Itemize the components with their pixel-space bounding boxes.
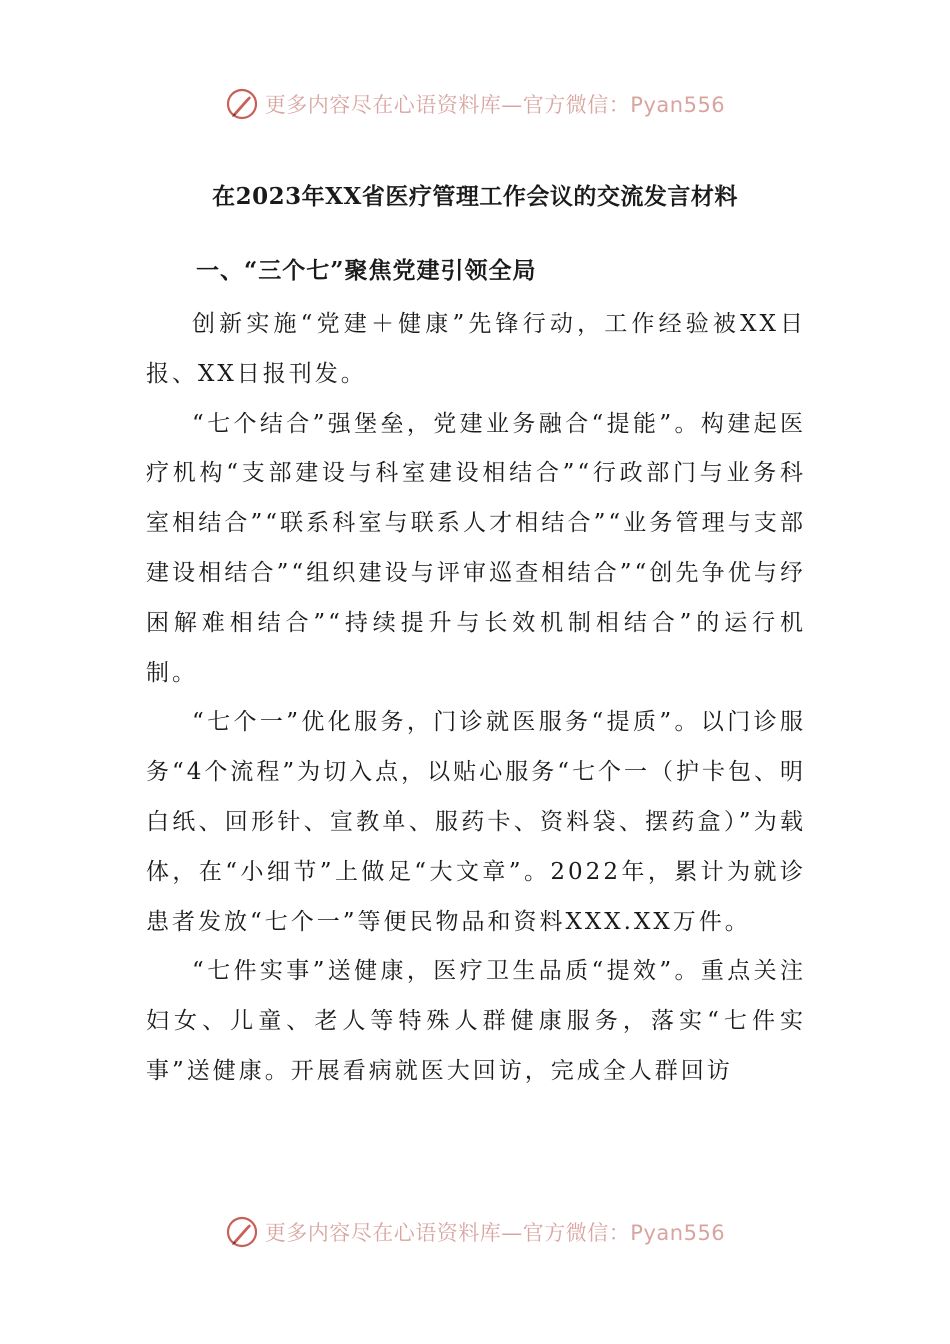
paragraph: “七件实事”送健康，医疗卫生品质“提效”。重点关注妇女、儿童、老人等特殊人群健康服务，落实“七件实事”送健康。开展看病就医大回访，完成全人群回访 bbox=[146, 958, 806, 1084]
document-body bbox=[146, 300, 806, 1097]
section-heading: 一、“三个七”聚焦党建引领全局 bbox=[196, 257, 537, 284]
watermark-text: 更多内容尽在心语资料库—官方微信：Pyan556 bbox=[264, 93, 726, 117]
paragraph: “七个结合”强堡垒，党建业务融合“提能”。构建起医疗机构“支部建设与科室建设相结合”“行政部门与业务科室相结合”“联系科室与联系人才相结合”“业务管理与支部建设相结合”“组织建设与评审巡查相结合”“创先争优与纾困解难相结合”“持续提升与长效机制相结合”的运行机制。 bbox=[146, 410, 806, 686]
paragraph: 创新实施“党建＋健康”先锋行动，工作经验被XX日报、XX日报刊发。 bbox=[146, 311, 806, 387]
watermark-header bbox=[0, 84, 950, 124]
document-title: 在2023年XX省医疗管理工作会议的交流发言材料 bbox=[212, 183, 738, 210]
quill-pen-logo-icon bbox=[225, 1215, 259, 1249]
watermark-text: 更多内容尽在心语资料库—官方微信：Pyan556 bbox=[264, 1221, 726, 1245]
quill-pen-logo-icon bbox=[225, 87, 259, 121]
paragraph: “七个一”优化服务，门诊就医服务“提质”。以门诊服务“4个流程”为切入点，以贴心服务“七个一（护卡包、明白纸、回形针、宣教单、服药卡、资料袋、摆药盒）”为载体，在“小细节”上做足“大文章”。2022年，累计为就诊患者发放“七个一”等便民物品和资料XXX.XX万件。 bbox=[146, 709, 806, 935]
watermark-footer bbox=[0, 1212, 950, 1252]
